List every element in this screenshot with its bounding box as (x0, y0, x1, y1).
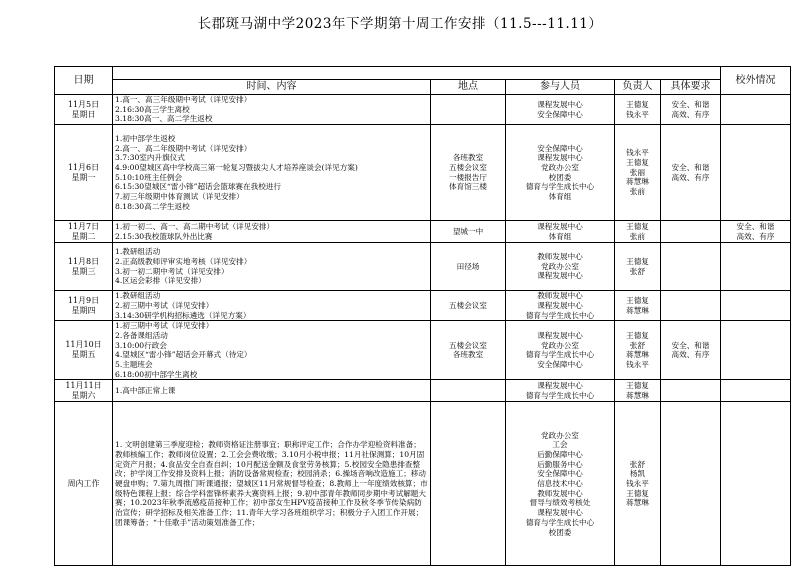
content-line: 8.18:30高二学生返校 (115, 201, 190, 211)
content-line: 3.7:30室内升旗仪式 (115, 153, 185, 163)
participants-line: 工会 (552, 440, 568, 450)
table-row (55, 380, 791, 402)
date-cell (55, 95, 113, 125)
table-row (55, 221, 791, 243)
participants-line: 后勤服务中心 (537, 459, 583, 469)
requirements-line: 安全、和谐 (671, 99, 710, 109)
content-line: 2.15:30我校篮球队外出比赛 (115, 231, 213, 241)
participants-line: 校团委 (548, 172, 572, 182)
requirements-cell (661, 402, 721, 566)
date-line: 11月7日 (67, 221, 100, 231)
place-line: 田径场 (456, 261, 480, 271)
requirements-line: 高效、有序 (671, 350, 710, 360)
owner-line: 蒋慧琳 (626, 350, 649, 360)
participants-line: 德育与学生成长中心 (525, 350, 595, 360)
participants-line: 教师发展中心 (537, 252, 583, 262)
date-cell (55, 291, 113, 321)
date-line: 星期六 (71, 390, 96, 400)
participants-line: 党政办公室 (541, 261, 579, 271)
content-cell (113, 221, 431, 243)
participants-cell (506, 221, 615, 243)
header-content: 时间、内容 (113, 80, 431, 95)
participants-line: 校团委 (548, 527, 572, 537)
participants-line: 安全保障中心 (537, 469, 583, 479)
participants-line: 督导与绩效考核处 (529, 498, 591, 508)
participants-cell (506, 95, 615, 125)
date-line: 星期日 (71, 109, 96, 119)
participants-line: 德育与学生成长中心 (525, 182, 595, 192)
date-line: 星期三 (71, 266, 96, 276)
owner-line: 钱永平 (626, 479, 649, 489)
table-row (55, 291, 791, 321)
date-line: 11月6日 (67, 162, 100, 172)
owner-line: 钱永平 (626, 109, 649, 119)
requirements-cell (661, 95, 721, 125)
owner-line: 王德复 (626, 295, 649, 305)
header-owner: 负责人 (615, 80, 661, 95)
owner-line: 王德复 (626, 488, 649, 498)
date-line: 星期二 (71, 231, 96, 241)
participants-line: 课程发展中心 (537, 153, 583, 163)
table-row (55, 125, 791, 221)
content-line: 1.高中部正常上课 (115, 386, 176, 396)
owner-cell (615, 402, 661, 566)
content-line: 4.望城区“雷小锋”超话会开幕式（待定） (115, 350, 252, 360)
place-line: 五楼会议室 (449, 300, 487, 310)
participants-line: 党政办公室 (541, 430, 579, 440)
content-cell (113, 321, 431, 380)
owner-line: 王德复 (626, 330, 649, 340)
offsite-cell (721, 95, 791, 125)
table-row (55, 243, 791, 291)
content-line: 3.14:30研学机构招标遴选（详见方案） (115, 310, 251, 320)
owner-line: 王德复 (626, 256, 649, 266)
date-cell (55, 243, 113, 291)
requirements-line: 安全、和谐 (671, 340, 710, 350)
requirements-cell (661, 380, 721, 402)
requirements-line: 高效、有序 (671, 172, 710, 182)
participants-line: 党政办公室 (541, 162, 579, 172)
owner-line: 王德复 (626, 99, 649, 109)
content-cell (113, 402, 431, 566)
participants-line: 安全保障中心 (537, 143, 583, 153)
participants-line: 安全保障中心 (537, 109, 583, 119)
date-line: 周内工作 (67, 478, 100, 488)
date-line: 11月5日 (67, 99, 100, 109)
content-line: 2.初三期中考试（详见安排） (115, 300, 214, 310)
participants-line: 课程发展中心 (537, 330, 583, 340)
participants-cell (506, 321, 615, 380)
owner-line: 蒋慧琳 (626, 390, 649, 400)
content-line: 6.18:00初中部学生离校 (115, 369, 198, 379)
participants-line: 后勤保障中心 (537, 449, 583, 459)
table-row (55, 402, 791, 566)
owner-cell (615, 321, 661, 380)
offsite-cell (721, 221, 791, 243)
requirements-cell (661, 125, 721, 221)
table-row (55, 95, 791, 125)
schedule-body (55, 95, 791, 566)
participants-line: 课程发展中心 (537, 271, 583, 281)
content-cell (113, 243, 431, 291)
content-line: 7.初三年级期中体育测试（详见安排） (115, 192, 244, 202)
content-line: 4.9:00望城区高中学校高三第一轮复习暨拔尖人才培养座谈会(详见方案) (115, 162, 358, 172)
owner-line: 王德复 (626, 158, 649, 168)
participants-line: 德育与学生成长中心 (525, 310, 595, 320)
requirements-cell (661, 221, 721, 243)
content-cell (113, 125, 431, 221)
requirements-cell (661, 243, 721, 291)
table-row (55, 321, 791, 380)
place-cell (431, 221, 506, 243)
owner-line: 钱永平 (626, 360, 649, 370)
place-cell (431, 291, 506, 321)
participants-line: 课程发展中心 (537, 300, 583, 310)
owner-line: 张前 (629, 187, 646, 197)
content-line: 1. 文明创建第三季度迎检；教师资格证注册事宜；职称评定工作；合作办学迎检资料准备；教师核编工作；教师岗位设置；2.工会会费收缴；3.10月小税申报；11月社保测算；10月固定资产月报；4.食品安全自查自纠；10月配送金额及食堂劳务核算；5.校园安全隐患排查整改；护学岗工作安排及资料上报；消防设备常规检查；校园消杀；6.操场音响改造施工；移动硬盘申购；7.第九周推门听课通报；望城区11月常规督导检查；8.教师上一年度绩效核算；市级特色课程上报；综合学科雷锋杯素养大赛资料上报；9.初中部青年教师同步期中考试解题大赛；10.2023年秋季流感疫苗接种工作；初中部女生HPV疫苗接种工作及秋冬季节传染病防治宣传；研学招标及相关准备工作；11.青年大学习各班组织学习；积极分子入团工作开展；团课筹备；“十佳歌手”活动策划准备工作； (115, 440, 428, 527)
content-line: 2.正高级教师评审实地考核（详见安排） (115, 256, 252, 266)
date-cell (55, 402, 113, 566)
participants-line: 安全保障中心 (537, 360, 583, 370)
owner-line: 王德复 (626, 221, 649, 231)
offsite-cell (721, 402, 791, 566)
content-line: 6.15:30望城区“雷小锋”超话会篮球赛在我校进行 (115, 182, 281, 192)
owner-line: 张前 (629, 231, 646, 241)
participants-line: 党政办公室 (541, 340, 579, 350)
owner-cell (615, 95, 661, 125)
content-line: 5.主题班会 (115, 360, 153, 370)
header-date: 日期 (55, 67, 113, 95)
participants-cell (506, 380, 615, 402)
owner-line: 张舒 (629, 340, 646, 350)
participants-line: 德育与学生成长中心 (525, 517, 595, 527)
place-line: 体育馆三楼 (449, 182, 487, 192)
offsite-line: 安全、和谐 (736, 221, 775, 231)
date-line: 星期五 (71, 350, 96, 360)
owner-line: 张舒 (629, 459, 646, 469)
place-cell (431, 380, 506, 402)
owner-cell (615, 380, 661, 402)
participants-line: 课程发展中心 (537, 221, 583, 231)
offsite-cell (721, 380, 791, 402)
schedule-table (54, 66, 791, 566)
content-line: 1.初三期中考试（详见安排） (115, 321, 214, 331)
schedule-table-wrapper (54, 66, 790, 566)
content-line: 3.10:00行政会 (115, 340, 167, 350)
offsite-cell (721, 125, 791, 221)
participants-cell (506, 125, 615, 221)
header-row-2 (55, 80, 791, 95)
participants-line: 信息技术中心 (537, 479, 583, 489)
participants-cell (506, 243, 615, 291)
place-cell (431, 402, 506, 566)
owner-cell (615, 243, 661, 291)
place-line: 五楼会议室 (449, 162, 487, 172)
owner-cell (615, 125, 661, 221)
place-line: 五楼会议室 (449, 340, 487, 350)
content-line: 2.各备课组活动 (115, 330, 168, 340)
participants-line: 体育组 (548, 192, 572, 202)
content-line: 3.初一初二期中考试（详见安排） (115, 266, 229, 276)
participants-line: 课程发展中心 (537, 381, 583, 391)
owner-line: 杨凯 (629, 469, 646, 479)
offsite-line: 高效、有序 (736, 231, 775, 241)
date-cell (55, 125, 113, 221)
participants-line: 体育组 (548, 231, 572, 241)
header-requirements: 具体要求 (661, 80, 721, 95)
participants-line: 课程发展中心 (537, 508, 583, 518)
requirements-cell (661, 321, 721, 380)
owner-line: 王德复 (626, 381, 649, 391)
place-line: 一楼报告厅 (449, 172, 487, 182)
owner-line: 钱永平 (626, 148, 649, 158)
content-line: 1.初一初二、高一、高二期中考试（详见安排） (115, 221, 275, 231)
date-cell (55, 321, 113, 380)
date-cell (55, 221, 113, 243)
owner-line: 张舒 (629, 266, 646, 276)
content-line: 4.区运会彩排（详见安排） (115, 276, 206, 286)
owner-cell (615, 291, 661, 321)
header-row (55, 67, 791, 80)
content-line: 3.18:30高一、高二学生返校 (115, 114, 213, 124)
content-line: 1.初中部学生返校 (115, 133, 176, 143)
owner-line: 蒋慧琳 (626, 305, 649, 315)
participants-line: 课程发展中心 (537, 99, 583, 109)
content-line: 1.教研组活动 (115, 247, 161, 257)
place-line: 各班教室 (452, 153, 484, 163)
place-cell (431, 95, 506, 125)
place-line: 望城一中 (452, 226, 484, 236)
offsite-cell (721, 243, 791, 291)
owner-line: 蒋慧琳 (626, 177, 649, 187)
owner-line: 张丽 (629, 167, 646, 177)
header-blank (113, 67, 721, 80)
content-line: 2.16:30高三学生离校 (115, 104, 190, 114)
participants-line: 教师发展中心 (537, 291, 583, 301)
place-cell (431, 321, 506, 380)
date-line: 11月9日 (67, 295, 100, 305)
requirements-line: 高效、有序 (671, 109, 710, 119)
content-line: 5.10:10班主任例会 (115, 172, 183, 182)
offsite-cell (721, 291, 791, 321)
content-cell (113, 291, 431, 321)
requirements-line: 安全、和谐 (671, 162, 710, 172)
header-offsite: 校外情况 (721, 67, 791, 95)
content-line: 1.高一、高三年级期中考试（详见安排） (115, 95, 252, 104)
place-line: 各班教室 (452, 350, 484, 360)
place-cell (431, 125, 506, 221)
requirements-cell (661, 291, 721, 321)
owner-line: 蒋慧琳 (626, 498, 649, 508)
offsite-cell (721, 321, 791, 380)
participants-cell (506, 291, 615, 321)
date-line: 11月10日 (65, 340, 102, 350)
content-cell (113, 95, 431, 125)
header-place: 地点 (431, 80, 506, 95)
participants-cell (506, 402, 615, 566)
participants-line: 教师发展中心 (537, 488, 583, 498)
participants-line: 德育与学生成长中心 (525, 390, 595, 400)
date-line: 11月8日 (67, 256, 100, 266)
header-participants: 参与人员 (506, 80, 615, 95)
date-line: 星期一 (71, 172, 96, 182)
content-cell (113, 380, 431, 402)
content-line: 1.教研组活动 (115, 291, 161, 301)
page-title: 长郡斑马湖中学2023年下学期第十周工作安排（11.5---11.11） (197, 16, 603, 32)
content-line: 2.高一、高二年级期中考试（详见安排） (115, 143, 252, 153)
date-line: 11月11日 (65, 380, 102, 390)
place-cell (431, 243, 506, 291)
date-line: 星期四 (71, 305, 96, 315)
date-cell (55, 380, 113, 402)
owner-cell (615, 221, 661, 243)
